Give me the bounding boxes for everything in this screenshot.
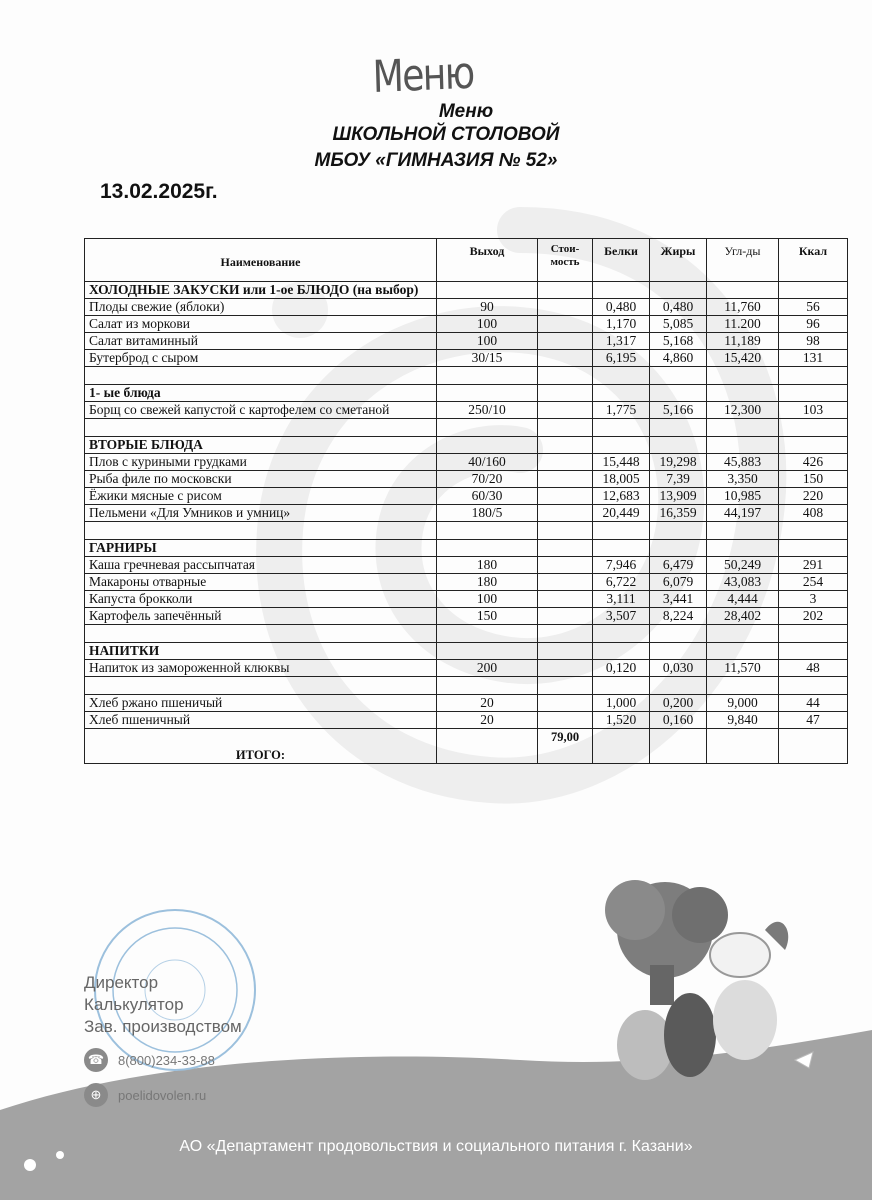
col-header-kcal: Ккал [779, 239, 848, 282]
cell-cost [538, 712, 593, 729]
cell-protein: 6,722 [593, 574, 650, 591]
cell-carbs: 43,083 [707, 574, 779, 591]
cell-carbs: 11.200 [707, 316, 779, 333]
cell-output: 180 [437, 574, 538, 591]
cell-fat: 5,085 [650, 316, 707, 333]
cell-cost [538, 402, 593, 419]
section-row [85, 643, 848, 660]
cell-fat: 16,359 [650, 505, 707, 522]
empty-cell [437, 677, 538, 695]
dish-name: Плоды свежие (яблоки) [85, 299, 437, 316]
cell-carbs: 50,249 [707, 557, 779, 574]
dish-name: Макароны отварные [85, 574, 437, 591]
empty-cell [650, 522, 707, 540]
empty-cell [593, 385, 650, 402]
cell-cost [538, 454, 593, 471]
empty-cell [779, 729, 848, 764]
empty-cell [779, 367, 848, 385]
empty-cell [437, 625, 538, 643]
cell-protein: 3,111 [593, 591, 650, 608]
empty-cell [593, 522, 650, 540]
empty-cell [650, 385, 707, 402]
cell-protein: 1,000 [593, 695, 650, 712]
empty-cell [650, 367, 707, 385]
cell-output: 150 [437, 608, 538, 625]
cell-fat: 3,441 [650, 591, 707, 608]
cell-protein: 18,005 [593, 471, 650, 488]
cell-output: 100 [437, 333, 538, 350]
empty-cell [538, 540, 593, 557]
spacer-row [85, 522, 848, 540]
empty-cell [779, 522, 848, 540]
cell-fat: 5,168 [650, 333, 707, 350]
cell-protein: 20,449 [593, 505, 650, 522]
cell-protein: 1,317 [593, 333, 650, 350]
section-title: НАПИТКИ [85, 643, 437, 660]
empty-cell [650, 437, 707, 454]
table-row [85, 695, 848, 712]
empty-cell [538, 385, 593, 402]
empty-cell [85, 367, 437, 385]
empty-cell [593, 677, 650, 695]
cell-cost [538, 471, 593, 488]
section-row [85, 282, 848, 299]
phone-number: 8(800)234-33-88 [118, 1052, 215, 1068]
cell-fat: 0,200 [650, 695, 707, 712]
empty-cell [650, 677, 707, 695]
cell-kcal: 254 [779, 574, 848, 591]
cell-protein: 0,120 [593, 660, 650, 677]
empty-cell [437, 540, 538, 557]
empty-cell [650, 282, 707, 299]
cell-cost [538, 574, 593, 591]
cell-output: 70/20 [437, 471, 538, 488]
cell-kcal: 98 [779, 333, 848, 350]
cell-kcal: 47 [779, 712, 848, 729]
spacer-row [85, 419, 848, 437]
empty-cell [437, 385, 538, 402]
empty-cell [707, 282, 779, 299]
table-row [85, 299, 848, 316]
empty-cell [650, 643, 707, 660]
cell-output: 100 [437, 591, 538, 608]
empty-cell [85, 677, 437, 695]
section-row [85, 437, 848, 454]
empty-cell [779, 677, 848, 695]
table-row [85, 608, 848, 625]
cell-fat: 0,030 [650, 660, 707, 677]
dish-name: Капуста брокколи [85, 591, 437, 608]
cell-carbs: 4,444 [707, 591, 779, 608]
table-row [85, 488, 848, 505]
empty-cell [85, 522, 437, 540]
cell-kcal: 48 [779, 660, 848, 677]
table-header-row [85, 239, 848, 282]
cell-output: 60/30 [437, 488, 538, 505]
cell-protein: 1,520 [593, 712, 650, 729]
company-name: АО «Департамент продовольствия и социального питания г. Казани» [179, 1138, 693, 1155]
cell-kcal: 408 [779, 505, 848, 522]
cell-kcal: 44 [779, 695, 848, 712]
cell-cost [538, 591, 593, 608]
total-row [85, 729, 848, 764]
section-row [85, 385, 848, 402]
website-link[interactable]: poelidovolen.ru [118, 1087, 207, 1103]
cell-cost [538, 488, 593, 505]
empty-cell [538, 625, 593, 643]
cell-carbs: 44,197 [707, 505, 779, 522]
dish-name: Бутерброд с сыром [85, 350, 437, 367]
cell-kcal: 3 [779, 591, 848, 608]
spacer-row [85, 367, 848, 385]
empty-cell [779, 625, 848, 643]
cell-carbs: 11,189 [707, 333, 779, 350]
empty-cell [437, 522, 538, 540]
title-school: МБОУ «ГИМНАЗИЯ № 52» [314, 150, 558, 171]
cell-fat: 6,079 [650, 574, 707, 591]
phone-icon: ☎ [84, 1048, 108, 1072]
cell-output: 180 [437, 557, 538, 574]
cell-kcal: 131 [779, 350, 848, 367]
dish-name: Рыба филе по московски [85, 471, 437, 488]
dish-name: Напиток из замороженной клюквы [85, 660, 437, 677]
cell-protein: 12,683 [593, 488, 650, 505]
empty-cell [707, 677, 779, 695]
dish-name: Хлеб пшеничный [85, 712, 437, 729]
cell-fat: 7,39 [650, 471, 707, 488]
empty-cell [593, 437, 650, 454]
empty-cell [707, 419, 779, 437]
empty-cell [707, 625, 779, 643]
cell-protein: 7,946 [593, 557, 650, 574]
cell-output: 30/15 [437, 350, 538, 367]
table-row [85, 591, 848, 608]
cell-cost [538, 660, 593, 677]
cell-protein: 15,448 [593, 454, 650, 471]
dish-name: Хлеб ржано пшеничый [85, 695, 437, 712]
empty-cell [593, 729, 650, 764]
cell-kcal: 56 [779, 299, 848, 316]
handwritten-title: Меню [372, 47, 475, 103]
empty-cell [85, 419, 437, 437]
role-director: Директор [84, 973, 159, 992]
empty-cell [650, 419, 707, 437]
cell-cost [538, 316, 593, 333]
cell-carbs: 15,420 [707, 350, 779, 367]
table-row [85, 557, 848, 574]
empty-cell [593, 282, 650, 299]
cell-output: 40/160 [437, 454, 538, 471]
footer-roles [84, 972, 242, 1038]
table-row [85, 454, 848, 471]
cell-carbs: 11,760 [707, 299, 779, 316]
cell-output: 20 [437, 695, 538, 712]
section-title: ГАРНИРЫ [85, 540, 437, 557]
cell-protein: 1,775 [593, 402, 650, 419]
empty-cell [779, 540, 848, 557]
title-canteen: ШКОЛЬНОЙ СТОЛОВОЙ [332, 124, 560, 145]
empty-cell [650, 729, 707, 764]
cell-carbs: 9,000 [707, 695, 779, 712]
empty-cell [707, 522, 779, 540]
dish-name: Пельмени «Для Умников и умниц» [85, 505, 437, 522]
cell-kcal: 103 [779, 402, 848, 419]
empty-cell [437, 437, 538, 454]
title-menu: Меню [438, 101, 494, 122]
cell-carbs: 10,985 [707, 488, 779, 505]
col-header-cost: Стои-мость [538, 239, 593, 282]
cell-protein: 3,507 [593, 608, 650, 625]
role-calculator: Калькулятор [84, 995, 184, 1014]
empty-cell [538, 367, 593, 385]
empty-cell [779, 282, 848, 299]
empty-cell [707, 437, 779, 454]
cell-protein: 0,480 [593, 299, 650, 316]
empty-cell [538, 677, 593, 695]
dish-name: Каша гречневая рассыпчатая [85, 557, 437, 574]
cell-carbs: 3,350 [707, 471, 779, 488]
dish-name: Салат витаминный [85, 333, 437, 350]
table-row [85, 316, 848, 333]
empty-cell [437, 367, 538, 385]
table-row [85, 574, 848, 591]
menu-date: 13.02.2025г. [100, 180, 218, 203]
empty-cell [437, 282, 538, 299]
cell-output: 250/10 [437, 402, 538, 419]
cell-carbs: 28,402 [707, 608, 779, 625]
empty-cell [437, 729, 538, 764]
section-title: ХОЛОДНЫЕ ЗАКУСКИ или 1-ое БЛЮДО (на выбор) [85, 282, 437, 299]
empty-cell [538, 437, 593, 454]
table-row [85, 660, 848, 677]
cell-protein: 6,195 [593, 350, 650, 367]
empty-cell [707, 643, 779, 660]
cell-kcal: 202 [779, 608, 848, 625]
total-label: ИТОГО: [85, 729, 437, 764]
table-row [85, 505, 848, 522]
empty-cell [593, 643, 650, 660]
cell-kcal: 220 [779, 488, 848, 505]
cell-carbs: 11,570 [707, 660, 779, 677]
dish-name: Картофель запечённый [85, 608, 437, 625]
empty-cell [650, 540, 707, 557]
empty-cell [707, 540, 779, 557]
cell-output: 90 [437, 299, 538, 316]
table-row [85, 402, 848, 419]
empty-cell [593, 625, 650, 643]
cell-kcal: 291 [779, 557, 848, 574]
cell-carbs: 9,840 [707, 712, 779, 729]
cell-output: 100 [437, 316, 538, 333]
cell-fat: 6,479 [650, 557, 707, 574]
spacer-row [85, 625, 848, 643]
phone-contact [84, 1048, 215, 1072]
empty-cell [593, 419, 650, 437]
empty-cell [779, 437, 848, 454]
cell-carbs: 12,300 [707, 402, 779, 419]
cell-fat: 13,909 [650, 488, 707, 505]
empty-cell [538, 282, 593, 299]
table-row [85, 712, 848, 729]
cell-cost [538, 333, 593, 350]
empty-cell [538, 522, 593, 540]
menu-table [84, 238, 848, 764]
total-cost: 79,00 [538, 729, 593, 764]
section-row [85, 540, 848, 557]
empty-cell [593, 367, 650, 385]
col-header-fat: Жиры [650, 239, 707, 282]
section-title: ВТОРЫЕ БЛЮДА [85, 437, 437, 454]
cell-fat: 4,860 [650, 350, 707, 367]
empty-cell [707, 729, 779, 764]
cell-kcal: 426 [779, 454, 848, 471]
cell-output: 200 [437, 660, 538, 677]
spacer-row [85, 677, 848, 695]
cell-carbs: 45,883 [707, 454, 779, 471]
dish-name: Борщ со свежей капустой с картофелем со сметаной [85, 402, 437, 419]
cell-output: 180/5 [437, 505, 538, 522]
dish-name: Салат из моркови [85, 316, 437, 333]
cell-fat: 19,298 [650, 454, 707, 471]
empty-cell [779, 643, 848, 660]
empty-cell [437, 643, 538, 660]
empty-cell [437, 419, 538, 437]
cell-kcal: 96 [779, 316, 848, 333]
cell-cost [538, 505, 593, 522]
website-contact [84, 1083, 206, 1107]
table-row [85, 333, 848, 350]
table-row [85, 471, 848, 488]
dish-name: Плов с куриными грудками [85, 454, 437, 471]
dish-name: Ёжики мясные с рисом [85, 488, 437, 505]
cell-protein: 1,170 [593, 316, 650, 333]
empty-cell [779, 419, 848, 437]
cell-cost [538, 695, 593, 712]
globe-icon: ⊕ [84, 1083, 108, 1107]
section-title: 1- ые блюда [85, 385, 437, 402]
cell-cost [538, 350, 593, 367]
col-header-carbs: Угл-ды [707, 239, 779, 282]
menu-body [85, 282, 848, 764]
cell-fat: 0,160 [650, 712, 707, 729]
empty-cell [538, 643, 593, 660]
cell-cost [538, 299, 593, 316]
empty-cell [650, 625, 707, 643]
empty-cell [538, 419, 593, 437]
cell-cost [538, 608, 593, 625]
empty-cell [707, 385, 779, 402]
empty-cell [593, 540, 650, 557]
role-production-head: Зав. производством [84, 1017, 242, 1036]
mascot-illustration [555, 870, 855, 1130]
empty-cell [779, 385, 848, 402]
col-header-output: Выход [437, 239, 538, 282]
cell-fat: 5,166 [650, 402, 707, 419]
cell-kcal: 150 [779, 471, 848, 488]
cell-output: 20 [437, 712, 538, 729]
cell-cost [538, 557, 593, 574]
empty-cell [85, 625, 437, 643]
empty-cell [707, 367, 779, 385]
cell-fat: 0,480 [650, 299, 707, 316]
table-row [85, 350, 848, 367]
cell-fat: 8,224 [650, 608, 707, 625]
col-header-protein: Белки [593, 239, 650, 282]
col-header-name: Наименование [85, 239, 437, 282]
